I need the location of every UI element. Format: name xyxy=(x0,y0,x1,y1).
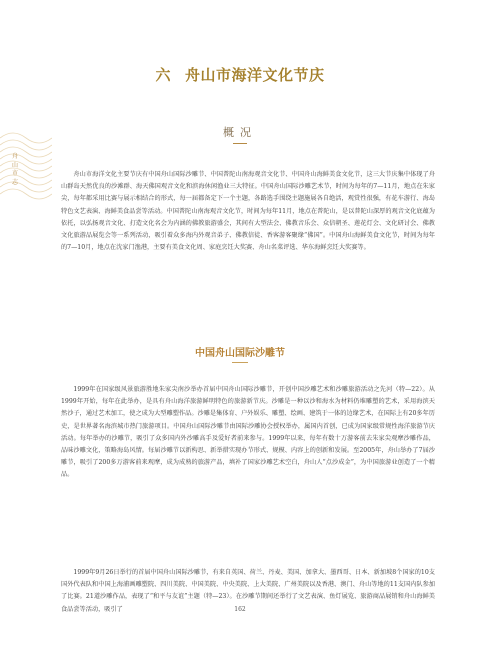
chapter-title-text: 舟山市海洋文化节庆 xyxy=(185,66,325,84)
overview-paragraph: 舟山市海洋文化主要节庆有中国舟山国际沙雕节、中国普陀山南海观音文化节、中国舟山海鲜美食文化节，这三大节庆集中体现了舟山群岛天然优良的沙滩群、海天佛国观音文化和滨海休闲渔业三大特征。中国舟山国际沙雕艺术节，时间为每年的7—11月，地点在朱家尖，每年都采用比赛与展示相结合的形式，每一届都备定下一个主题，各路选手围绕主题施展各自绝活，观赏性很强，有花车游行、海岛特色文艺表演、海鲜美食品尝等活动。中国普陀山南海观音文化节，时间为每年11月，地点在普陀山，是以普陀山深厚的观音文化底蕴为依托，以弘扬观音文化、打造文化名会为内涵的佛教旅游盛会，其间有大型法会、佛教音乐会、众信朝圣、莲花灯会、文化研讨会、佛教文化旅游品展览会等一系列活动，吸引着众多海内外观音弟子、佛教信徒、香客游客聚缘“佛国”。中国舟山海鲜美食文化节，时间为每年的7—10月，地点在沈家门渔港，主要有美食文化周、家庭烹饪大奖赛、舟山名菜评选、华东海鲜烹饪大奖赛等。 xyxy=(61,171,435,252)
body-paragraph-1: 1999年在国家级风景旅游胜地朱家尖南沙举办首届中国舟山国际沙雕节，开创中国沙雕艺术和沙雕旅游活动之先河（特—22）。从1999年开始，每年在此举办，是具有舟山海洋旅游鲜明特色的旅游新节庆。沙雕是一种以沙和海水为材料仍堆雕塑的艺术，采用海滨天然沙子，通过艺术加工，使之成为大型雕塑作品。沙雕是集体育、户外娱乐、雕塑、绘画、建筑于一体的边缘艺术，在国际上有20多年历史，是世界著名海滨城市热门旅游项目。中国舟山国际沙雕节由国际沙雕协会授权举办，属国内首创，已成为国家级常规性海洋旅游节庆活动。每年举办的沙雕节，吸引了众多国内外沙雕高手及爱好者前来参与。1999年以来，每年有数十万游客前去朱家尖观摩沙雕作品，品味沙雕文化，策略海岛风情。每届沙雕节以新构思、新举措实现办节形式、规模、内容上的创新和发展。至2005年，舟山举办了7届沙雕节，吸引了200多万游客前来观摩，成为成熟的旅游产品，填补了国家沙雕艺术空白，舟山人“点沙成金”，为中国旅游业创造了一个精品。 xyxy=(61,386,435,479)
subsection-title: 中国舟山国际沙雕节 xyxy=(195,348,285,359)
chapter-number: 六 xyxy=(155,66,171,84)
subsection-title-rule xyxy=(232,362,248,363)
page-number: 162 xyxy=(234,606,246,613)
body-paragraph-2: 1999年9月26日举行的首届中国舟山国际沙雕节，有来自英国、荷兰、丹麦、美国、加拿大、墨西哥、日本、新加坡8个国家的10支国外代表队和中国上海浦画雕塑院、四川美院、中国美院、中央美院、上大美院、广州美院以及香港、澳门、舟山等地的11支国内队参加了比赛。21道沙雕作品，表现了“和平与友谊”主题（特—23）。在沙雕节期间还举行了文艺表演、鱼灯展览、旅游商品展销和舟山海鲜美食品尝等活动，吸引了 xyxy=(61,569,435,613)
section-title: 概况 xyxy=(223,126,257,139)
chapter-title xyxy=(0,64,480,85)
side-volume-label: 舟山市志 xyxy=(11,153,18,186)
section-title-rule xyxy=(233,143,247,144)
